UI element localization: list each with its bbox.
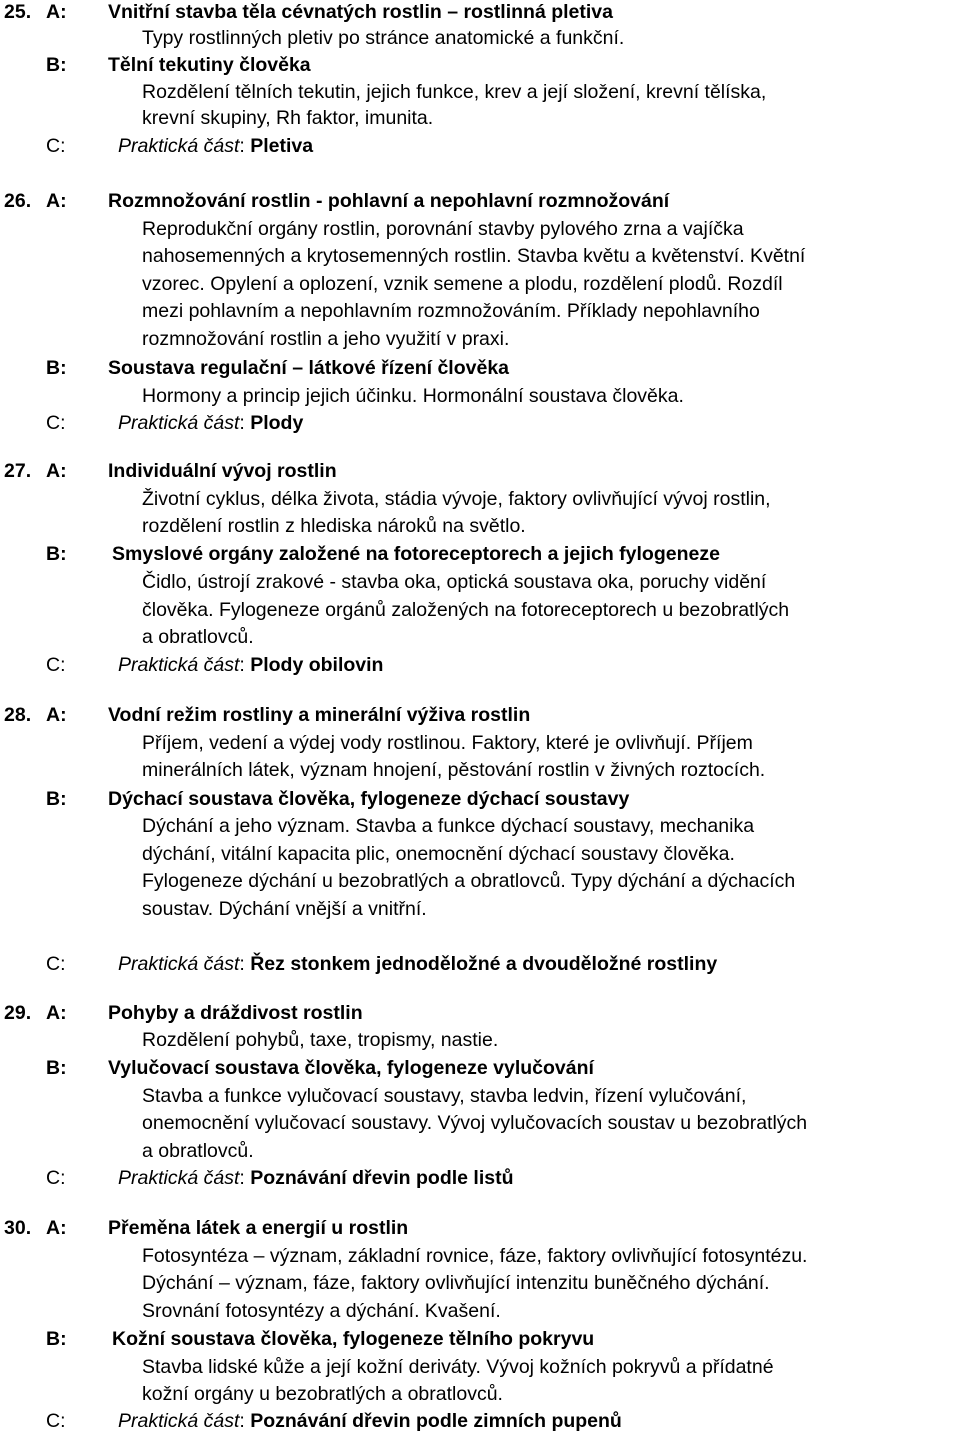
practical-part <box>118 133 313 160</box>
part-c-label: C: <box>46 654 66 676</box>
practical-label: Praktická část <box>118 1167 240 1189</box>
part-b-line: Hormony a princip jejich účinku. Hormonální soustava člověka. <box>142 385 684 407</box>
part-a-label: A: <box>46 190 67 212</box>
part-b-line: krevní skupiny, Rh faktor, imunita. <box>142 107 434 129</box>
part-c-label: C: <box>46 135 66 157</box>
part-c-label: C: <box>46 412 66 434</box>
part-a-line: Životní cyklus, délka života, stádia vývoje, faktory ovlivňující vývoj rostlin, <box>142 488 771 510</box>
part-b-label: B: <box>46 1328 67 1350</box>
part-a-line: Rozdělení pohybů, taxe, tropismy, nastie. <box>142 1029 499 1051</box>
part-b-title: Smyslové orgány založené na fotoreceptorech a jejich fylogeneze <box>112 543 720 565</box>
practical-label: Praktická část <box>118 953 240 975</box>
part-a-line: rozdělení rostlin z hlediska nároků na světlo. <box>142 515 526 537</box>
part-a-label: A: <box>46 1 67 23</box>
part-a-label: A: <box>46 704 67 726</box>
part-b-line: Fylogeneze dýchání u bezobratlých a obratlovců. Typy dýchání a dýchacích <box>142 870 796 892</box>
practical-colon: : <box>239 412 251 434</box>
part-b-title: Kožní soustava člověka, fylogeneze tělního pokryvu <box>112 1328 595 1350</box>
practical-label: Praktická část <box>118 135 240 157</box>
part-b-line: Rozdělení tělních tekutin, jejich funkce, krev a její složení, krevní tělíska, <box>142 81 767 103</box>
part-a-title: Vnitřní stavba těla cévnatých rostlin – rostlinná pletiva <box>108 1 613 23</box>
part-a-line: Srovnání fotosyntézy a dýchání. Kvašení. <box>142 1300 501 1322</box>
part-c-label: C: <box>46 1167 66 1189</box>
section-number: 25. <box>4 1 32 23</box>
part-b-title: Soustava regulační – látkové řízení člověka <box>108 357 510 379</box>
part-b-label: B: <box>46 788 67 810</box>
part-a-line: Reprodukční orgány rostlin, porovnání stavby pylového zrna a vajíčka <box>142 218 744 240</box>
part-c-label: C: <box>46 1410 66 1432</box>
practical-topic: Řez stonkem jednoděložné a dvouděložné rostliny <box>250 953 718 975</box>
practical-label: Praktická část <box>118 1410 240 1432</box>
part-a-line: Příjem, vedení a výdej vody rostlinou. Faktory, které je ovlivňují. Příjem <box>142 732 753 754</box>
part-b-line: a obratlovců. <box>142 1140 254 1162</box>
section-number: 29. <box>4 1002 32 1024</box>
part-b-label: B: <box>46 1057 67 1079</box>
part-a-title: Individuální vývoj rostlin <box>108 460 337 482</box>
part-b-line: Stavba a funkce vylučovací soustavy, stavba ledvin, řízení vylučování, <box>142 1085 747 1107</box>
part-b-line: soustav. Dýchání vnější a vnitřní. <box>142 898 427 920</box>
part-b-line: a obratlovců. <box>142 626 254 648</box>
part-a-line: vzorec. Opylení a oplození, vznik semene a plodu, rozdělení plodů. Rozdíl <box>142 273 783 295</box>
part-a-title: Pohyby a dráždivost rostlin <box>108 1002 363 1024</box>
practical-colon: : <box>239 953 251 975</box>
part-b-line: člověka. Fylogeneze orgánů založených na fotoreceptorech u bezobratlých <box>142 599 790 621</box>
part-a-label: A: <box>46 460 67 482</box>
part-a-line: Typy rostlinných pletiv po stránce anatomické a funkční. <box>142 27 625 49</box>
practical-colon: : <box>239 1410 251 1432</box>
section-number: 28. <box>4 704 32 726</box>
practical-topic: Poznávání dřevin podle zimních pupenů <box>250 1410 622 1432</box>
practical-label: Praktická část <box>118 412 240 434</box>
practical-part <box>118 652 383 679</box>
practical-label: Praktická část <box>118 654 240 676</box>
part-a-label: A: <box>46 1002 67 1024</box>
practical-topic: Pletiva <box>250 135 314 157</box>
part-b-line: Dýchání a jeho význam. Stavba a funkce dýchací soustavy, mechanika <box>142 815 755 837</box>
part-a-label: A: <box>46 1217 67 1239</box>
part-b-line: dýchání, vitální kapacita plic, onemocnění dýchací soustavy člověka. <box>142 843 735 865</box>
practical-topic: Plody <box>250 412 304 434</box>
part-b-title: Tělní tekutiny člověka <box>108 54 311 76</box>
practical-colon: : <box>239 1167 251 1189</box>
practical-topic: Plody obilovin <box>250 654 384 676</box>
part-a-title: Rozmnožování rostlin - pohlavní a nepohlavní rozmnožování <box>108 190 670 212</box>
part-a-line: nahosemenných a krytosemenných rostlin. Stavba květu a květenství. Květní <box>142 245 806 267</box>
part-b-label: B: <box>46 357 67 379</box>
part-a-line: rozmnožování rostlin a jeho využití v praxi. <box>142 328 510 350</box>
part-a-line: Fotosyntéza – význam, základní rovnice, fáze, faktory ovlivňující fotosyntézu. <box>142 1245 808 1267</box>
part-b-line: Stavba lidské kůže a její kožní deriváty. Vývoj kožních pokryvů a přídatné <box>142 1356 774 1378</box>
part-b-title: Vylučovací soustava člověka, fylogeneze vylučování <box>108 1057 594 1079</box>
part-b-line: Čidlo, ústrojí zrakové - stavba oka, optická soustava oka, poruchy vidění <box>142 571 767 593</box>
practical-part <box>118 1408 622 1435</box>
practical-part <box>118 951 717 978</box>
practical-colon: : <box>239 135 251 157</box>
part-b-label: B: <box>46 543 67 565</box>
section-number: 27. <box>4 460 32 482</box>
part-a-line: minerálních látek, význam hnojení, pěstování rostlin v živných roztocích. <box>142 759 766 781</box>
part-a-title: Přeměna látek a energií u rostlin <box>108 1217 409 1239</box>
section-number: 26. <box>4 190 32 212</box>
part-b-label: B: <box>46 54 67 76</box>
part-b-title: Dýchací soustava člověka, fylogeneze dýchací soustavy <box>108 788 630 810</box>
part-a-line: mezi pohlavním a nepohlavním rozmnožováním. Příklady nepohlavního <box>142 300 760 322</box>
part-a-line: Dýchání – význam, fáze, faktory ovlivňující intenzitu buněčného dýchání. <box>142 1272 770 1294</box>
part-a-title: Vodní režim rostliny a minerální výživa rostlin <box>108 704 531 726</box>
practical-topic: Poznávání dřevin podle listů <box>250 1167 514 1189</box>
part-b-line: onemocnění vylučovací soustavy. Vývoj vylučovacích soustav u bezobratlých <box>142 1112 808 1134</box>
practical-part <box>118 1165 514 1192</box>
practical-colon: : <box>239 654 251 676</box>
part-b-line: kožní orgány u bezobratlých a obratlovců. <box>142 1383 503 1405</box>
part-c-label: C: <box>46 953 66 975</box>
section-number: 30. <box>4 1217 32 1239</box>
practical-part <box>118 410 303 437</box>
